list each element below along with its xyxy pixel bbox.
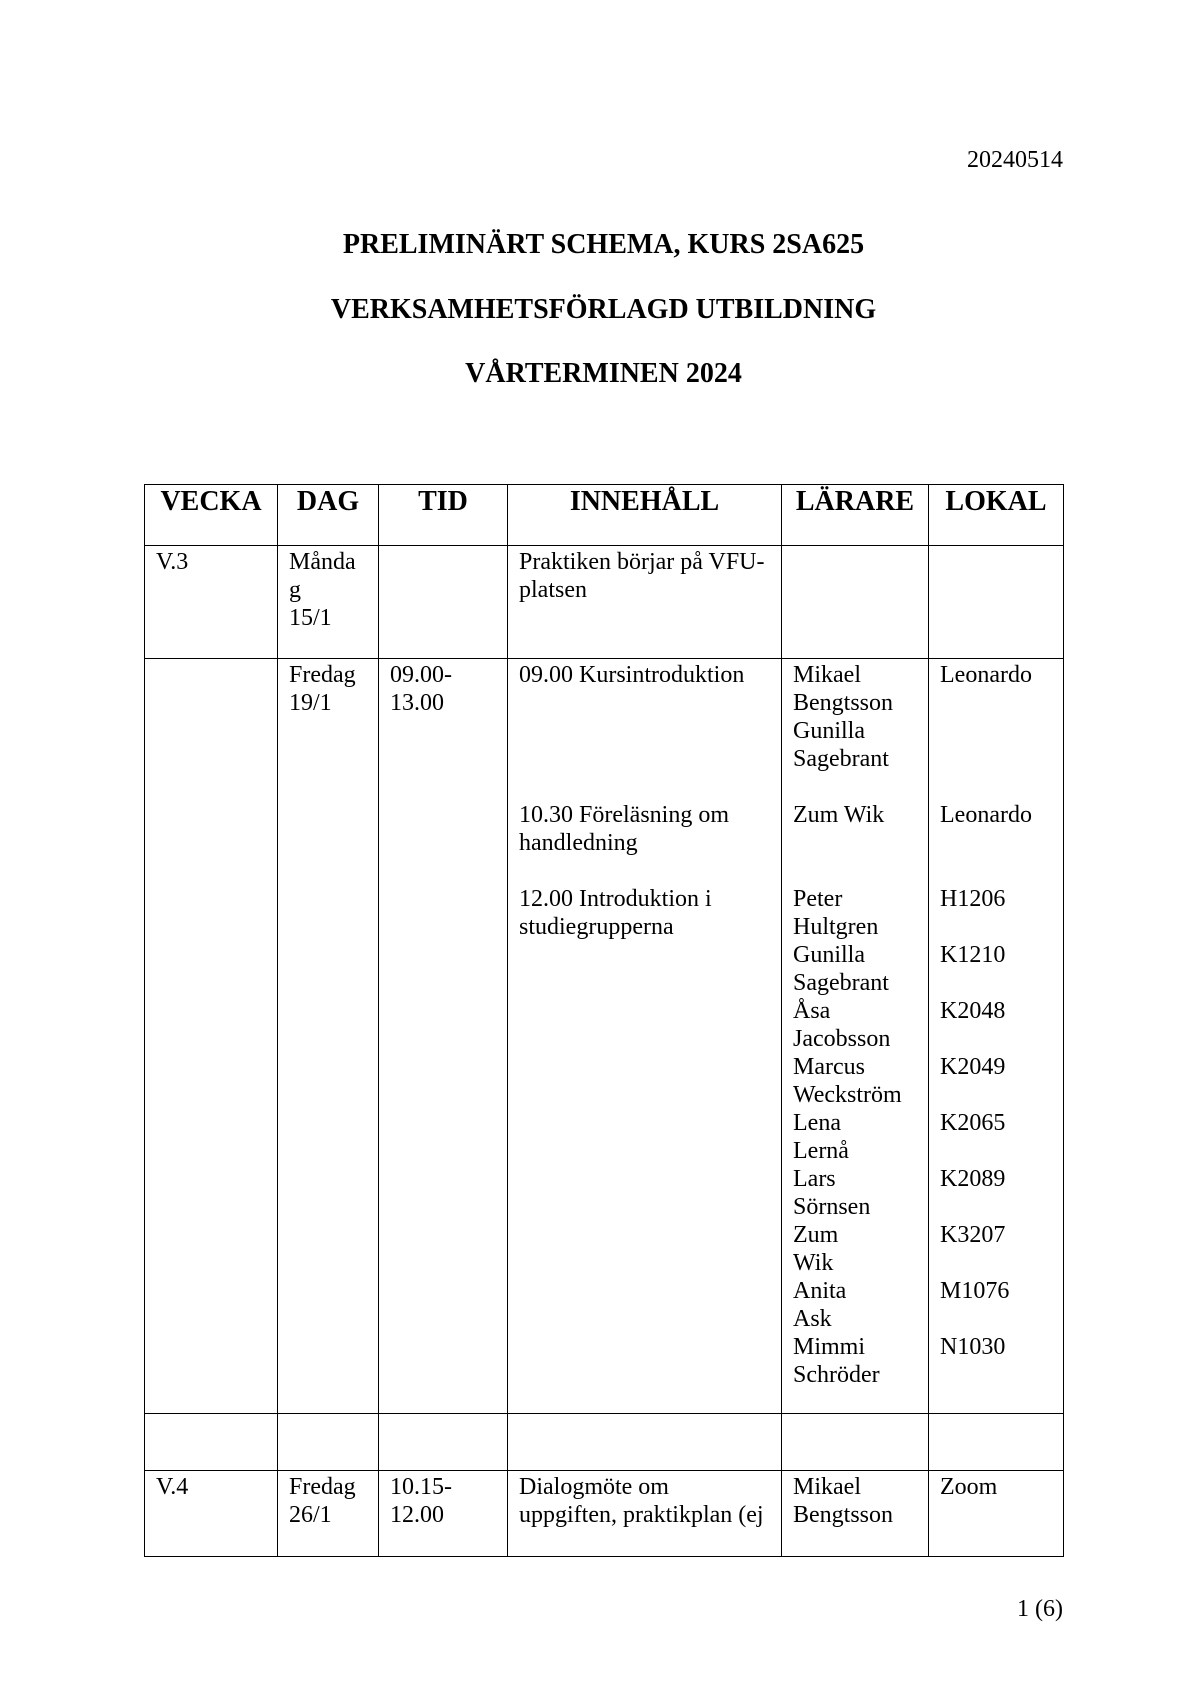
session-content (519, 885, 770, 1389)
session-rooms (940, 661, 1052, 801)
week-cell (145, 1414, 278, 1471)
teacher-name-line: Ask (793, 1306, 832, 1332)
page-number: 1 (6) (1017, 1596, 1063, 1622)
teacher-cell (782, 546, 929, 659)
session-rooms (940, 548, 1052, 604)
content-line: 10.30 Föreläsning om (519, 802, 729, 828)
header-content: INNEHÅLL (508, 485, 782, 546)
content-cell (508, 546, 782, 659)
teacher-name-line: Lernå (793, 1138, 849, 1164)
session-teachers (793, 1473, 917, 1529)
teacher-name (793, 1277, 917, 1333)
teacher-name-line: Hultgren (793, 914, 879, 940)
room-name: Leonardo (940, 802, 1032, 828)
table-header-row (145, 485, 1064, 546)
day-cell-line: g (289, 577, 301, 603)
room-name: N1030 (940, 1334, 1006, 1360)
teacher-name (793, 885, 917, 941)
day-cell-line: Månda (289, 549, 356, 575)
content-line: platsen (519, 577, 587, 603)
teacher-name-line: Mimmi (793, 1334, 866, 1360)
table-row (145, 546, 1064, 659)
room-name: M1076 (940, 1278, 1010, 1304)
time-cell-line: 09.00- (390, 662, 452, 688)
teacher-name-line: Zum (793, 1222, 839, 1248)
room-name: K3207 (940, 1222, 1006, 1248)
teacher-name-line: Gunilla (793, 942, 865, 968)
teacher-name (793, 661, 917, 717)
room-cell (929, 1471, 1064, 1557)
room-name: K1210 (940, 942, 1006, 968)
teacher-cell (782, 659, 929, 1414)
session-content (519, 801, 770, 885)
teacher-name-line: Jacobsson (793, 1026, 891, 1052)
time-cell-line: 10.15- (390, 1474, 452, 1500)
content-line: uppgiften, praktikplan (ej (519, 1502, 764, 1528)
schedule-body (145, 546, 1064, 1557)
week-cell-line: V.4 (156, 1474, 189, 1500)
teacher-name-line: Weckström (793, 1082, 902, 1108)
time-cell (379, 546, 508, 659)
time-cell-line: 13.00 (390, 690, 444, 716)
session-rooms (940, 1473, 1052, 1529)
teacher-name-line: Sagebrant (793, 746, 889, 772)
week-cell (145, 1471, 278, 1557)
teacher-name-line: Peter (793, 886, 843, 912)
time-cell-line: 12.00 (390, 1502, 444, 1528)
teacher-name (793, 717, 917, 773)
teacher-name-line: Lars (793, 1166, 836, 1192)
document-title-line-1: PRELIMINÄRT SCHEMA, KURS 2SA625 (342, 229, 865, 260)
room-name: K2049 (940, 1054, 1006, 1080)
session-teachers (793, 548, 917, 604)
day-cell-line: 26/1 (289, 1502, 332, 1528)
schedule-table (144, 484, 1064, 1557)
session-content (519, 1473, 770, 1529)
content-cell (508, 659, 782, 1414)
header-week: VECKA (145, 485, 278, 546)
teacher-name-line: Åsa (793, 998, 831, 1024)
teacher-cell (782, 1414, 929, 1471)
teacher-name-line: Sörnsen (793, 1194, 871, 1220)
room-cell (929, 1414, 1064, 1471)
session-rooms (940, 885, 1052, 1389)
week-cell (145, 659, 278, 1414)
teacher-name-line: Bengtsson (793, 690, 894, 716)
header-room: LOKAL (929, 485, 1064, 546)
teacher-name (793, 1473, 917, 1529)
room-cell (929, 659, 1064, 1414)
day-cell (278, 1414, 379, 1471)
teacher-name-line: Sagebrant (793, 970, 889, 996)
table-row (145, 1414, 1064, 1471)
teacher-name-line: Marcus (793, 1054, 865, 1080)
teacher-name-line: Mikael (793, 662, 861, 688)
teacher-name (793, 1109, 917, 1165)
content-line: 12.00 Introduktion i (519, 886, 712, 912)
day-cell (278, 1471, 379, 1557)
day-cell-line: Fredag (289, 1474, 356, 1500)
room-name: Leonardo (940, 662, 1032, 688)
content-line: studiegrupperna (519, 914, 674, 940)
teacher-name-line: Zum Wik (793, 802, 885, 828)
day-cell-line: Fredag (289, 662, 356, 688)
content-line: 09.00 Kursintroduktion (519, 662, 745, 688)
teacher-name-line: Mikael (793, 1474, 861, 1500)
time-cell (379, 1471, 508, 1557)
session-content (519, 548, 770, 604)
day-cell (278, 546, 379, 659)
document-date: 20240514 (967, 147, 1063, 173)
session-content (519, 661, 770, 801)
room-name: K2065 (940, 1110, 1006, 1136)
teacher-name (793, 1165, 917, 1221)
header-time: TID (379, 485, 508, 546)
room-name: Zoom (940, 1474, 998, 1500)
content-line: Praktiken börjar på VFU- (519, 549, 765, 575)
document-title-line-2: VERKSAMHETSFÖRLAGD UTBILDNING (330, 294, 877, 325)
content-cell (508, 1471, 782, 1557)
teacher-name (793, 801, 917, 829)
teacher-name (793, 1221, 917, 1277)
week-cell-line: V.3 (156, 549, 189, 575)
teacher-name-line: Schröder (793, 1362, 880, 1388)
time-cell (379, 1414, 508, 1471)
teacher-name-line: Wik (793, 1250, 834, 1276)
time-cell (379, 659, 508, 1414)
teacher-name-line: Anita (793, 1278, 847, 1304)
teacher-name (793, 1333, 917, 1389)
teacher-name-line: Lena (793, 1110, 841, 1136)
day-cell (278, 659, 379, 1414)
teacher-cell (782, 1471, 929, 1557)
room-name: K2048 (940, 998, 1006, 1024)
teacher-name (793, 941, 917, 997)
session-rooms (940, 801, 1052, 885)
session-teachers (793, 661, 917, 801)
teacher-name (793, 997, 917, 1053)
teacher-name-line: Bengtsson (793, 1502, 894, 1528)
content-line: Dialogmöte om (519, 1474, 669, 1500)
document-title-line-3: VÅRTERMINEN 2024 (465, 358, 742, 389)
header-day: DAG (278, 485, 379, 546)
content-cell (508, 1414, 782, 1471)
content-line: handledning (519, 830, 638, 856)
header-teacher: LÄRARE (782, 485, 929, 546)
table-row (145, 1471, 1064, 1557)
room-cell (929, 546, 1064, 659)
teacher-name (793, 1053, 917, 1109)
table-row (145, 659, 1064, 1414)
room-name: H1206 (940, 886, 1006, 912)
day-cell-line: 15/1 (289, 605, 332, 631)
teacher-name-line: Gunilla (793, 718, 865, 744)
room-name: K2089 (940, 1166, 1006, 1192)
week-cell (145, 546, 278, 659)
session-teachers (793, 885, 917, 1389)
session-teachers (793, 801, 917, 885)
day-cell-line: 19/1 (289, 690, 332, 716)
